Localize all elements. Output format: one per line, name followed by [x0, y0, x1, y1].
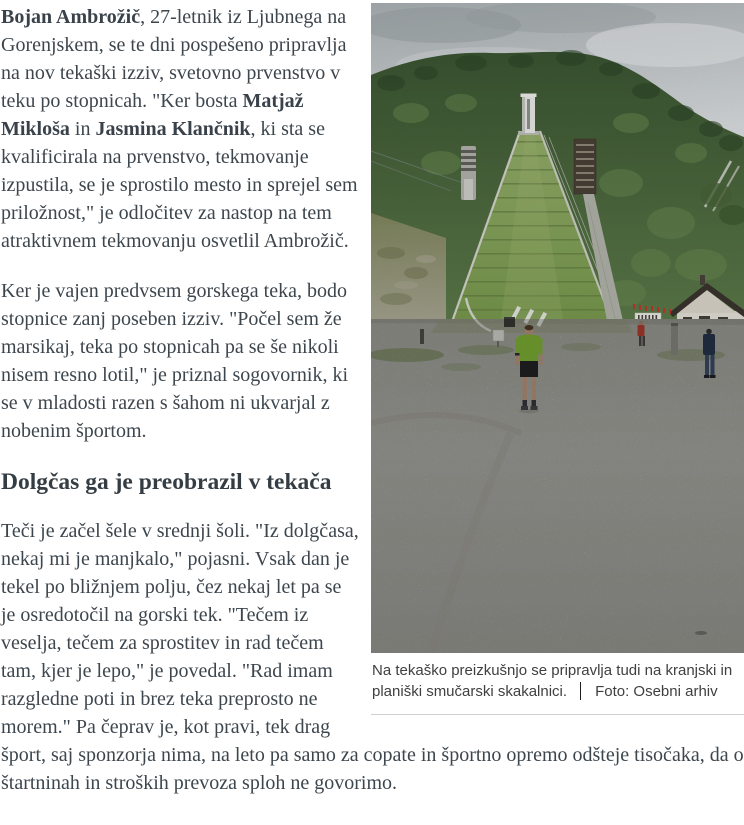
article-figure	[371, 3, 744, 715]
paragraph-3: Teči je začel šele v srednji šoli. "Iz dolgčasa, nekaj mi je manjkalo," pojasni. Vsak dan je tekel po bližnjem polju, čez nekaj let pa se je osredotočil na gorski tek. "Tečem iz veselja, tečem za sprostitev in rad tečem tam, kjer je lepo," je povedal. "Rad imam razgledne poti in brez teka preprosto ne morem." Pa čeprav je, kot pravi, tek drag šport, saj sponzorja nima, na leto pa samo za copate in športno opremo odšteje tisočaka, da o štartninah in stroških prevoza sploh ne govorimo.	[1, 520, 744, 794]
person-name-bold: Matjaž Mikloša	[1, 90, 304, 140]
person-name-bold: Jasmina Klančnik	[95, 118, 251, 140]
paragraph-1: Bojan Ambrožič, 27-letnik iz Ljubnega na Gorenjskem, se te dni pospešeno pripravlja na nov tekaški izziv, svetovno prvenstvo v teku po stopnicah. "Ker bosta Matjaž Mikloša in Jasmina Klančnik, ki sta se kvalificirala na prvenstvo, tekmovanje izpustila, se je sprostilo mesto in sprejel sem priložnost," je odločitev za nastop na tem atraktivnem tekmovanju osvetlil Ambrožič.	[1, 6, 358, 252]
ski-jump-photo-illustration	[371, 3, 744, 653]
caption-text: Na tekaško preizkušnjo se pripravlja tudi na kranjski in planiški smučarski skakalnici.	[372, 662, 733, 700]
article-photo	[371, 3, 744, 653]
article-body	[1, 3, 744, 797]
caption-divider	[580, 682, 581, 700]
photo-caption	[371, 653, 744, 715]
paragraph-2: Ker je vajen predvsem gorskega teka, bodo stopnice zanj poseben izziv. "Počel sem že marsikaj, teka po stopnicah pa se še nikoli nisem resno lotil," je priznal sogovornik, ki se v mladosti razen s šahom ni ukvarjal z nobenim športom.	[1, 280, 349, 442]
photo-credit: Foto: Osebni arhiv	[595, 683, 718, 700]
person-name-bold: Bojan Ambrožič	[1, 6, 141, 28]
section-heading: Dolgčas ga je preobrazil v tekača	[1, 469, 332, 495]
